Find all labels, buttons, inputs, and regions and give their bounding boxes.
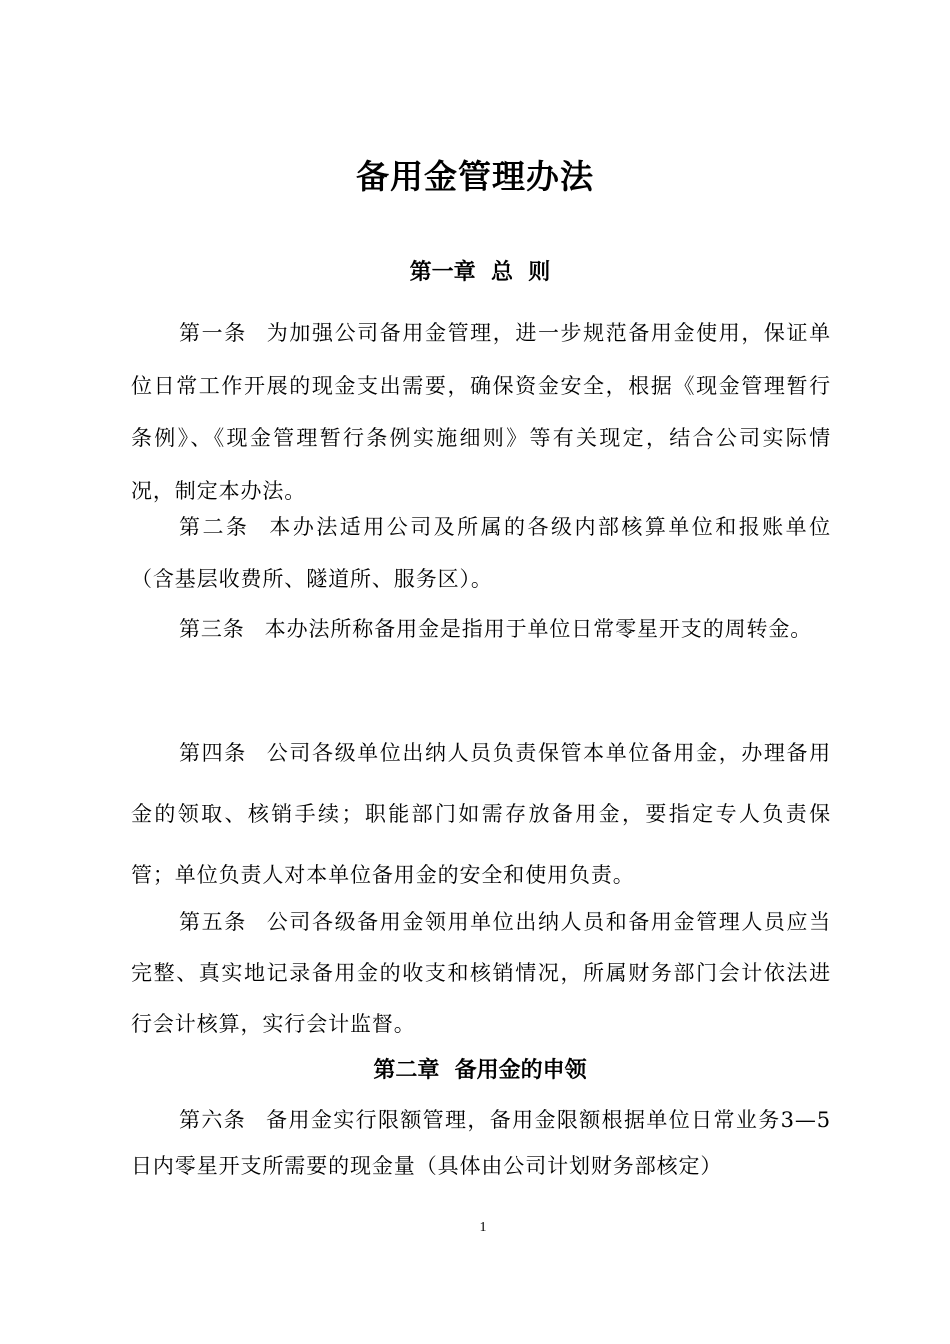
- article-label: 第六条: [179, 1108, 247, 1132]
- article-label: 第三条: [179, 617, 245, 641]
- article-text: 为加强公司备用金管理，进一步规范备用金使用，保证单位日常工作开展的现金支出需要，确保资金安全，根据《现金管理暂行条例》、《现金管理暂行条例实施细则》等有关现定，结合公司实际情况，制定本办法。: [131, 321, 832, 503]
- page-number: 1: [479, 1220, 487, 1235]
- article-6: [131, 1097, 831, 1189]
- article-1: [131, 307, 831, 517]
- article-5: [131, 897, 831, 1050]
- article-label: 第五条: [179, 910, 247, 934]
- article-3: [131, 598, 831, 661]
- article-4: [131, 723, 831, 906]
- article-text: 本办法所称备用金是指用于单位日常零星开支的周转金。: [264, 617, 813, 641]
- article-label: 第四条: [179, 741, 247, 765]
- article-text: 公司各级备用金领用单位出纳人员和备用金管理人员应当完整、真实地记录备用金的收支和核销情况，所属财务部门会计依法进行会计核算，实行会计监督。: [131, 910, 832, 1036]
- article-2: [131, 501, 831, 605]
- article-text: 备用金实行限额管理，备用金限额根据单位日常业务3—5日内零星开支所需要的现金量（具体由公司计划财务部核定）: [131, 1108, 831, 1178]
- article-text: 公司各级单位出纳人员负责保管本单位备用金，办理备用金的领取、核销手续；职能部门如需存放备用金，要指定专人负责保管；单位负责人对本单位备用金的安全和使用负责。: [131, 741, 832, 887]
- chapter-heading-2: 第二章 备用金的申领: [373, 1058, 587, 1083]
- document-title: 备用金管理办法: [356, 157, 594, 196]
- article-label: 第一条: [179, 321, 247, 345]
- chapter-heading-1: 第一章 总 则: [409, 260, 551, 285]
- article-text: 本办法适用公司及所属的各级内部核算单位和报账单位（含基层收费所、隧道所、服务区）。: [131, 515, 831, 591]
- article-label: 第二条: [179, 515, 250, 539]
